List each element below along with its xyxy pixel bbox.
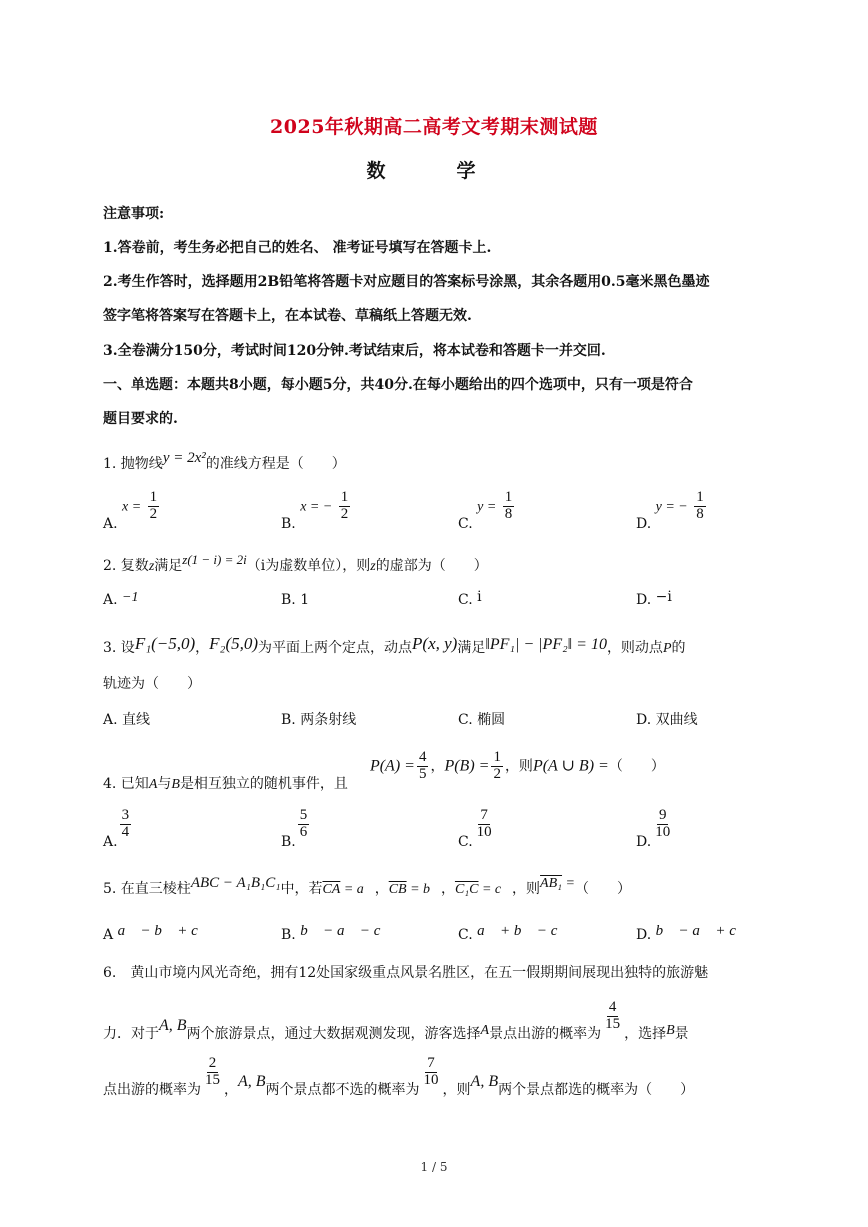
q4-option-b-label: B. [281,834,296,851]
q3-option-c-value: 椭圆 [477,712,506,728]
q6-pa-numerator: 4 [608,999,617,1015]
q6-ab-1: A, B [159,1017,187,1035]
q3-option-c-label: C. [458,712,473,728]
q2-suffix: 的虚部为（ ） [375,558,488,574]
q4-pa-lhs: P(A) = [369,757,415,775]
q1-suffix: 的准线方程是（ ） [205,456,346,472]
q2-option-c-label: C. [458,592,473,608]
q4-option-a-label: A. [103,834,118,851]
question-5: 5. 在直三棱柱ABC − A₁B₁C₁中，若$\overline{CA}$ = a⃗，$\overline{CB}$ = b⃗，C₁C = c⃗，则AB₁ =（ ） [103,875,631,897]
q4-event-b: B [171,777,180,793]
q6-ab-2: A, B [238,1073,266,1091]
q3-text-1: 为平面上两个定点，动点 [258,640,413,656]
q2-option-a[interactable] [103,592,138,609]
q4-option-c-label: C. [458,834,473,851]
q1-option-b-lhs: x = − [300,499,333,515]
section-1-instructions-line-2: 题目要求的. [103,411,178,427]
q1-option-b[interactable] [281,489,352,533]
q4-text-2: 是相互独立的随机事件，且 [179,776,348,793]
q5-option-c[interactable] [458,923,570,943]
q1-option-d-numerator: 1 [696,489,704,505]
q4-option-a-denominator: 4 [121,823,130,840]
q5-option-c-value: a⃗ + b⃗ − c⃗ [477,923,570,939]
q6-text-1: 力．对于 [103,1026,159,1043]
q6-ab-3: A, B [470,1073,499,1091]
q1-option-d-label: D. [636,516,652,533]
q2-text-2: （i为虚数单位），则 [246,558,371,574]
q3-p-variable: P [662,641,672,656]
q3-text-2: 满足 [457,640,486,656]
q4-suffix: （ ） [608,758,665,775]
q4-option-c-denominator: 10 [476,823,492,840]
q4-option-a[interactable] [103,807,133,851]
q3-option-b[interactable] [281,709,356,729]
q6-pa-denominator: 15 [605,1015,621,1032]
q6-pb-numerator: 2 [208,1055,217,1071]
q3-option-d-label: D. [636,712,652,728]
q4-pa-numerator: 4 [418,749,427,765]
q4-option-c[interactable] [458,807,496,851]
q2-formula: z(1 − i) = 2i [182,552,247,567]
q6-text-2: 两个旅游景点，通过大数据观测发现，游客选择 [186,1026,481,1043]
q3-comma: ， [195,640,210,656]
q1-option-a-denominator: 2 [149,505,158,522]
q2-option-b-label: B. [281,592,296,608]
question-6-line-1: 6. 黄山市境内风光奇绝，拥有12处国家级重点风景名胜区，在五一假期期间展现出独特的旅游魅 [103,965,709,981]
note-item-1: 1.答卷前，考生务必把自己的姓名、 准考证号填写在答题卡上. [103,240,492,256]
question-2 [103,552,488,575]
q1-option-b-label: B. [281,516,296,533]
q3-option-a[interactable] [103,709,150,729]
q5-option-d-value: b⃗ − a⃗ + c⃗ [655,923,748,939]
q4-pa-denominator: 5 [418,765,427,782]
q5-vector-ab1: AB₁ [540,876,563,891]
note-item-3: 3.全卷满分150分，考试时间120分钟.考试结束后，将本试卷和答题卡一并交回. [103,343,606,359]
q5-option-a[interactable] [103,923,210,943]
q3-option-b-value: 两条射线 [300,712,357,728]
q2-option-c[interactable] [458,589,482,608]
q4-option-d[interactable] [636,807,674,851]
q3-point-f2: F₂(5,0) [209,634,259,653]
notes-heading: 注意事项: [103,206,165,222]
q3-text-3: ，则动点 [606,640,663,656]
q5-option-b[interactable] [281,923,393,943]
q4-option-b[interactable] [281,807,311,851]
q6-text-3: 景点出游的概率为 [489,1026,602,1043]
q3-prefix: 3. 设 [103,640,135,656]
q3-text-4: 的 [671,640,686,656]
q1-option-b-denominator: 2 [340,505,349,522]
q2-text-1: 满足 [154,558,183,574]
q5-option-b-label: B. [281,927,296,943]
question-6-line-3 [103,1055,695,1099]
q4-option-c-numerator: 7 [480,807,488,823]
q5-text-2: ，则 [512,881,541,897]
q2-option-d-label: D. [636,592,652,608]
q6-text-4: ，选择 [624,1026,667,1043]
q4-pb-numerator: 1 [493,749,501,765]
q5-option-b-value: b⃗ − a⃗ − c⃗ [300,923,393,939]
q6-pb-denominator: 15 [205,1071,220,1088]
q1-option-a-label: A. [103,516,118,533]
q6-text-5: 景 [674,1026,689,1043]
q6-text-9: ，则 [442,1082,471,1099]
q5-eq-2: = b⃗ [406,882,441,897]
q2-z-variable: z [148,559,155,574]
q5-text-1: 中，若 [280,881,323,897]
q6-b-1: B [666,1023,675,1039]
q1-option-c[interactable] [458,489,516,533]
q1-option-a-numerator: 1 [149,489,158,505]
q3-option-a-value: 直线 [122,712,151,728]
q5-option-a-label: A [103,927,114,943]
q4-pb-lhs: P(B) = [444,757,490,775]
q6-a-1: A [480,1023,490,1039]
page-number: 1 / 5 [420,1160,448,1174]
q3-point-f1: F₁(−5,0) [134,634,196,653]
subject-title: 数 学 [366,160,502,182]
q3-option-b-label: B. [281,712,296,728]
q1-option-c-numerator: 1 [504,489,513,505]
q6-text-10: 两个景点都选的概率为（ ） [498,1082,695,1099]
q3-option-c[interactable] [458,709,505,729]
q1-option-d-denominator: 8 [696,505,704,522]
q5-eq-3: = c⃗ [478,882,513,897]
q4-pb-denominator: 2 [493,765,501,782]
question-3-line-2: 轨迹为（ ） [103,676,201,692]
q5-vector-ca: $\overline{CA}$ [322,882,341,897]
q5-prefix: 5. 在直三棱柱 [103,881,191,897]
q2-option-d-value: −i [655,589,672,605]
q3-option-d[interactable] [636,709,698,729]
question-4: 4. 已知A与B是相互独立的随机事件，且P(A) = $\frac{4}{5}$ ，P(B) = $\frac{1}{2}$ ，则P(A ∪ B) =（ ） [103,749,665,793]
q4-prefix: 4. 已知 [103,776,149,793]
q4-option-b-numerator: 5 [299,807,308,823]
q1-prefix: 1. 抛物线 [103,456,163,472]
q6-text-7: ， [224,1082,238,1099]
q1-option-b-numerator: 1 [340,489,349,505]
q5-option-a-value: a⃗ − b⃗ + c⃗ [117,923,210,939]
q4-option-b-denominator: 6 [299,823,308,840]
q2-option-d[interactable] [636,589,672,608]
q5-option-d[interactable] [636,923,748,943]
q5-option-c-label: C. [458,927,473,943]
q2-z-variable-2: z [370,559,376,574]
q1-option-c-label: C. [458,516,473,533]
q4-text-3: ，则 [504,758,533,775]
q6-text-8: 两个景点都不选的概率为 [265,1082,420,1099]
q2-option-a-value: −1 [122,590,139,605]
q3-condition: ‖PF₁| − |PF₂‖ = 10 [485,636,607,653]
q1-option-d[interactable] [636,489,708,533]
exam-title: 2025年秋期高二高考文考期末测试题 [270,116,598,138]
q6-pn-numerator: 7 [427,1055,435,1071]
q5-eq-4: = [562,876,575,891]
q3-point-p: P(x, y) [412,634,458,653]
q3-option-a-label: A. [103,712,118,728]
q6-pn-denominator: 10 [423,1071,439,1088]
q2-option-b[interactable] [281,592,309,608]
note-item-2-line-2: 签字笔将答案写在答题卡上，在本试卷、草稿纸上答题无效. [103,308,472,324]
q4-option-a-numerator: 3 [121,807,130,823]
q1-option-c-lhs: y = [477,499,497,515]
q2-option-c-value: i [477,589,482,605]
q1-option-a[interactable] [103,489,161,533]
note-item-2-line-1: 2.考生作答时，选择题用2B铅笔将答题卡对应题目的答案标号涂黑，其余各题用0.5毫米黑色墨迹 [103,274,710,290]
q1-formula: y = 2x² [162,450,206,466]
q5-vector-c1c: C₁C [454,882,479,897]
q2-prefix: 2. 复数 [103,558,149,574]
question-1 [103,450,346,473]
q5-prism: ABC − A₁B₁C₁ [190,875,281,891]
q4-option-d-denominator: 10 [655,823,671,840]
q4-option-d-label: D. [636,834,652,851]
q3-option-d-value: 双曲线 [655,712,698,728]
q4-union: P(A ∪ B) = [532,757,609,775]
q4-text-1: 与 [157,776,172,793]
q4-event-a: A [148,777,158,793]
q1-option-a-lhs: x = [122,499,142,515]
q4-option-d-numerator: 9 [658,807,667,823]
q5-eq-1: = a⃗ [340,882,375,897]
q5-option-d-label: D. [636,927,652,943]
q2-option-a-label: A. [103,592,118,608]
q6-text-6: 点出游的概率为 [103,1082,201,1099]
q5-suffix: （ ） [574,881,631,897]
section-1-instructions-line-1: 一、单选题：本题共8小题，每小题5分，共40分.在每小题给出的四个选项中，只有一项是符合 [103,377,693,393]
q1-option-d-lhs: y = − [655,499,688,515]
question-3 [103,634,686,657]
q5-vector-cb: $\overline{CB}$ [388,882,407,897]
question-6-line-2 [103,999,689,1043]
q1-option-c-denominator: 8 [504,505,513,522]
q2-option-b-value: 1 [300,592,310,608]
